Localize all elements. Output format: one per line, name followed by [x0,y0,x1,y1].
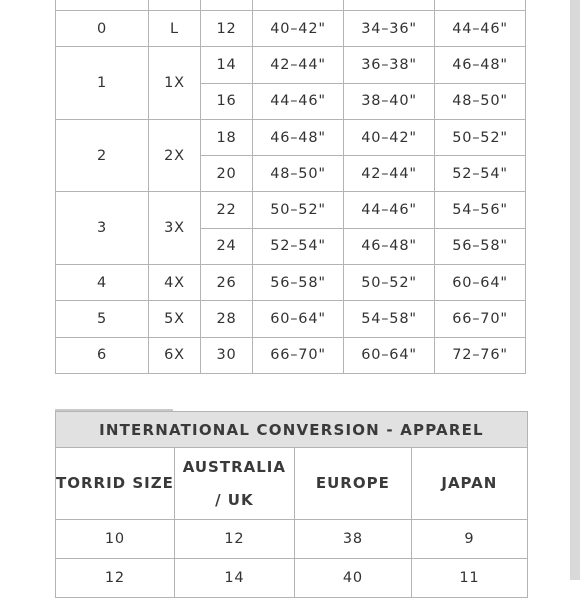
cell-measure-1: 46–48" [253,119,344,155]
cell-numeric-size: 16 [201,83,253,119]
cell-measure-3: 54–56" [435,192,526,228]
cell-measure-3: 44–46" [435,11,526,47]
cell-measure-3: 48–50" [435,83,526,119]
cell-measure-1: 52–54" [253,228,344,264]
cell-size-number: 6 [56,337,149,373]
table-row [56,47,526,83]
cell-torrid-size: 10 [56,520,175,559]
cell-japan: 9 [411,520,527,559]
cell-measure-1: 66–70" [253,337,344,373]
table-row [56,265,526,301]
cell-size-number: 2 [56,119,149,192]
table-row [56,192,526,228]
cell-size-number: 5 [56,301,149,337]
cell-measure-2: 42–44" [344,156,435,192]
cell-measure-3: 60–64" [435,265,526,301]
cell-size-letter: 1X [149,47,201,120]
cell-measure-3: 56–58" [435,228,526,264]
table-cell [435,0,526,11]
header-australia-uk: AUSTRALIA / UK [174,448,294,520]
cell-measure-1: 42–44" [253,47,344,83]
cell-size-letter: 6X [149,337,201,373]
table-row-cropped [56,0,526,11]
cell-torrid-size: 12 [56,559,175,598]
cell-measure-1: 40–42" [253,11,344,47]
table-cell [253,0,344,11]
cell-size-letter: 2X [149,119,201,192]
cell-size-letter: L [149,11,201,47]
cell-measure-2: 46–48" [344,228,435,264]
cell-measure-2: 40–42" [344,119,435,155]
cell-measure-1: 50–52" [253,192,344,228]
cell-numeric-size: 26 [201,265,253,301]
cell-numeric-size: 30 [201,337,253,373]
cell-measure-2: 50–52" [344,265,435,301]
cell-australia-uk: 14 [174,559,294,598]
cell-europe: 40 [294,559,411,598]
cell-size-number: 4 [56,265,149,301]
cell-japan: 11 [411,559,527,598]
cell-measure-1: 48–50" [253,156,344,192]
cell-size-letter: 3X [149,192,201,265]
page-edge [570,0,580,580]
cell-measure-3: 72–76" [435,337,526,373]
cell-measure-3: 66–70" [435,301,526,337]
cell-numeric-size: 12 [201,11,253,47]
cell-measure-2: 38–40" [344,83,435,119]
cell-measure-2: 36–38" [344,47,435,83]
header-japan: JAPAN [411,448,527,520]
table-row [56,337,526,373]
cell-measure-3: 52–54" [435,156,526,192]
table-row [56,119,526,155]
header-europe: EUROPE [294,448,411,520]
cell-numeric-size: 28 [201,301,253,337]
cell-numeric-size: 22 [201,192,253,228]
cell-measure-3: 50–52" [435,119,526,155]
table-cell [56,0,149,11]
cell-measure-1: 56–58" [253,265,344,301]
cell-size-letter: 4X [149,265,201,301]
cell-measure-2: 54–58" [344,301,435,337]
cell-australia-uk: 12 [174,520,294,559]
cell-measure-1: 44–46" [253,83,344,119]
cell-measure-2: 44–46" [344,192,435,228]
cell-size-number: 0 [56,11,149,47]
table-row [56,520,528,559]
cell-measure-3: 46–48" [435,47,526,83]
cell-numeric-size: 14 [201,47,253,83]
table-cell [344,0,435,11]
table-cell [201,0,253,11]
international-conversion-table [55,411,528,598]
cell-measure-1: 60–64" [253,301,344,337]
size-chart-table [55,0,526,374]
table-row [56,559,528,598]
cell-numeric-size: 20 [201,156,253,192]
conversion-title: INTERNATIONAL CONVERSION - APPAREL [56,412,528,448]
cell-size-number: 3 [56,192,149,265]
table-row [56,11,526,47]
cell-measure-2: 34–36" [344,11,435,47]
header-torrid-size: TORRID SIZE [56,448,175,520]
table-cell [149,0,201,11]
cell-measure-2: 60–64" [344,337,435,373]
cell-size-letter: 5X [149,301,201,337]
cell-size-number: 1 [56,47,149,120]
cell-europe: 38 [294,520,411,559]
table-row [56,301,526,337]
cell-numeric-size: 18 [201,119,253,155]
cell-numeric-size: 24 [201,228,253,264]
